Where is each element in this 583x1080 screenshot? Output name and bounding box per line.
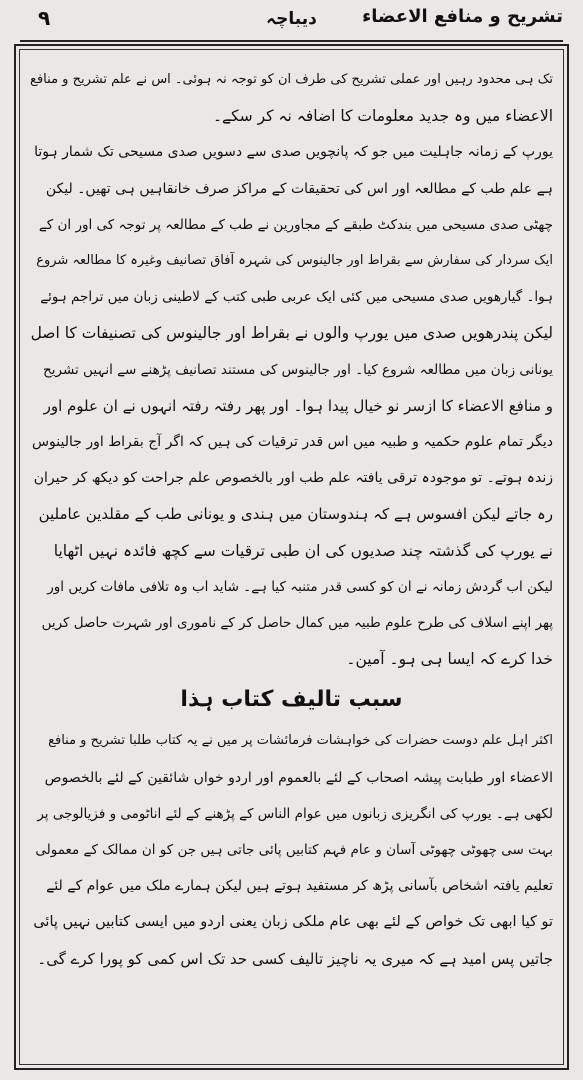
text-line: دیگر تمام علوم حکمیہ و طبیہ میں اس قدر ترقیات کی ہیں کہ اگر آج بقراط اور جالینوس <box>31 434 553 451</box>
text-line: بہت سی چھوٹی چھوٹی آسان و عام فہم کتابیں پائی جاتی ہیں جن کو ان ممالک کے معمولی <box>35 842 553 859</box>
text-line: ہے علم طب کے مطالعہ اور اس کی تحقیقات کے مراکز صرف خانقاہیں ہی تھیں۔ لیکن <box>45 180 553 197</box>
text-line: الاعضاء اور طبابت پیشہ اصحاب کے لئے بالعموم اور اردو خواں شائقین کے لئے بالخصوص <box>44 769 553 786</box>
section-title: دیباچہ <box>266 9 317 29</box>
page-content <box>30 62 553 1060</box>
text-line: تو کیا ابھی تک خواص کے لئے بھی عام ملکی زبان یعنی اردو میں ایسی کتابیں نہیں پائی <box>33 914 553 931</box>
text-line: چھٹی صدی مسیحی میں بندکٹ طبقے کے مجاورین نے طب کے مطالعہ پر توجہ کی اور ان کے <box>38 216 553 233</box>
text-line: نے یورپ کی گذشتہ چند صدیوں کی ان طبی ترقیات سے کچھ فائدہ نہیں اٹھایا <box>53 541 553 560</box>
text-line: اکثر اہل علم دوست حضرات کی خواہشات فرمائشات پر میں نے یہ کتاب طلبا تشریح و منافع <box>48 733 553 749</box>
text-line: یورپ کے زمانہ جاہلیت میں جو کہ پانچویں صدی سے دسویں صدی مسیحی تک شمار ہوتا <box>34 144 553 161</box>
text-line: تک ہی محدود رہیں اور عملی تشریح کی طرف ان کو توجہ نہ ہوئی۔ اس نے علم تشریح و منافع <box>30 72 553 87</box>
text-line: لکھی ہے۔ یورپ کی انگریزی زبانوں میں عوام الناس کے پڑھنے کے لئے اناٹومی و فزیالوجی پر <box>37 805 553 822</box>
text-line: و منافع الاعضاء کا ازسر نو خیال پیدا ہوا۔ اور پھر رفتہ رفتہ انہوں نے ان علوم اور <box>43 396 553 415</box>
text-line: یونانی زبان میں مطالعہ شروع کیا۔ اور جالینوس کی مستند تصانیف پڑھنے سے انہیں تشریح <box>43 361 553 378</box>
text-line: پھر اپنے اسلاف کی طرح علوم طبیہ میں کمال حاصل کر کے ناموری اور شہرت حاصل کریں <box>41 615 553 632</box>
text-line: رہ جاتے لیکن افسوس ہے کہ ہندوستان میں ہندی و یونانی طب کے مقلدین عاملین <box>38 505 553 524</box>
section-heading: سبب تالیف کتاب ہذا <box>180 687 403 713</box>
text-line: جاتیں پس امید ہے کہ میری یہ ناچیز تالیف کسی حد تک اس کمی کو پورا کرے گی۔ <box>37 949 553 968</box>
book-title: تشریح و منافع الاعضاء <box>362 6 563 27</box>
text-line: تعلیم یافتہ اشخاص بآسانی پڑھ کر مستفید ہوتے ہیں لیکن ہمارے ملک میں عوام کے لئے <box>46 878 553 895</box>
body-paragraph <box>30 723 553 976</box>
text-line: خدا کرے کہ ایسا ہی ہو۔ آمین۔ <box>346 650 553 669</box>
intro-paragraphs <box>30 62 553 677</box>
text-line: لیکن اب گردش زمانہ نے ان کو کسی قدر متنبہ کیا ہے۔ شاید اب وہ تلافی مافات کریں اور <box>47 578 553 595</box>
text-line: لیکن پندرھویں صدی میں یورپ والوں نے بقراط اور جالینوس کی تصنیفات کا اصل <box>30 324 553 343</box>
text-line: الاعضاء میں وہ جدید معلومات کا اضافہ نہ کر سکے۔ <box>212 107 553 126</box>
text-line: زندہ ہوتے۔ تو موجودہ ترقی یافتہ علم طب اور بالخصوص علم جراحت کو دیکھ کر حیران <box>33 470 553 487</box>
text-line: ایک سردار کی سفارش سے بقراط اور جالینوس کی شہرہ آفاق تصانیف وغیرہ کا مطالعہ شروع <box>36 253 553 269</box>
page-header <box>20 0 563 42</box>
page-number: ۹ <box>38 6 51 30</box>
text-line: ہوا۔ گیارھویں صدی مسیحی میں کئی ایک عربی طبی کتب کے لاطینی زبان میں تراجم ہوئے <box>40 289 553 306</box>
